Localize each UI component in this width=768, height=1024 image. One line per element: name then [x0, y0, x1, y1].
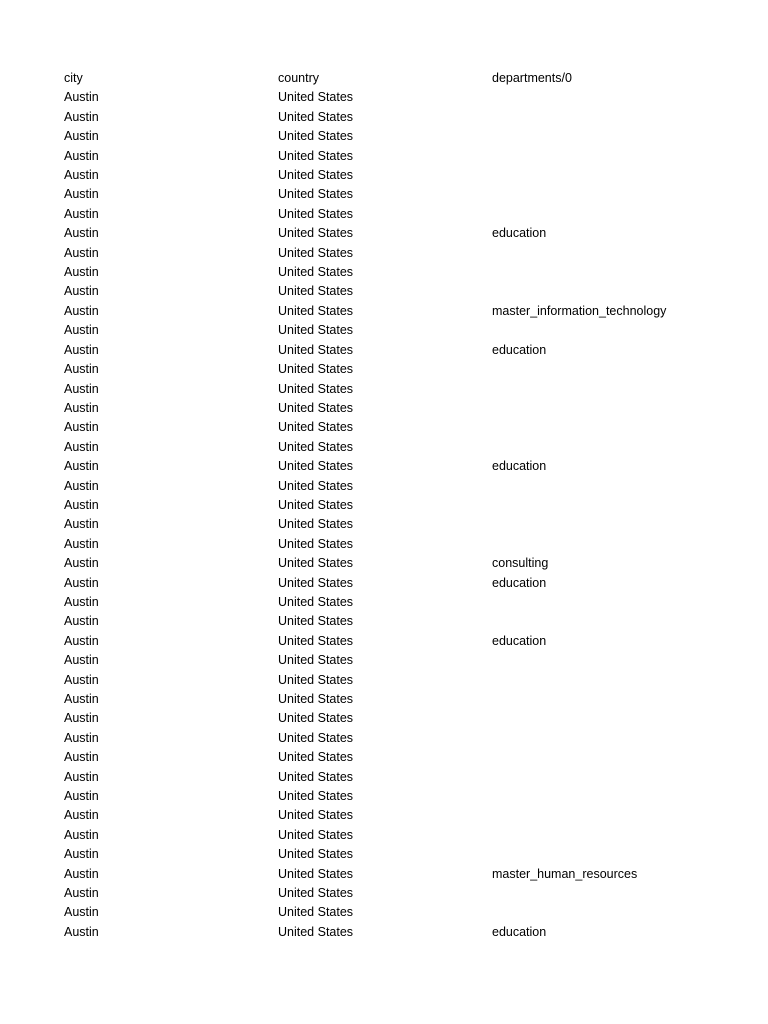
country-cell: United States [278, 847, 354, 862]
city-cell: Austin [64, 924, 99, 939]
country-cell: United States [278, 594, 354, 609]
city-cell: Austin [64, 303, 99, 318]
city-cell: Austin [64, 750, 99, 765]
city-cell: Austin [64, 459, 99, 474]
department-cell [492, 826, 744, 845]
table-body [64, 88, 744, 942]
country-cell: United States [278, 497, 354, 512]
country-cell: United States [278, 789, 354, 804]
city-cell: Austin [64, 866, 99, 881]
department-cell [492, 147, 744, 166]
department-cell [492, 515, 744, 534]
department-cell: education [492, 575, 547, 590]
table-row [64, 496, 744, 515]
table-row [64, 282, 744, 301]
city-cell: Austin [64, 362, 99, 377]
table-row [64, 593, 744, 612]
city-cell: Austin [64, 245, 99, 260]
table-row [64, 418, 744, 437]
table-row [64, 302, 744, 321]
table-row [64, 903, 744, 922]
department-cell [492, 748, 744, 767]
country-cell: United States [278, 556, 354, 571]
department-cell [492, 806, 744, 825]
country-cell: United States [278, 769, 354, 784]
country-cell: United States [278, 711, 354, 726]
table-row [64, 399, 744, 418]
country-cell: United States [278, 653, 354, 668]
table-row [64, 457, 744, 476]
table-row [64, 244, 744, 263]
table-row [64, 845, 744, 864]
department-cell [492, 845, 744, 864]
city-cell: Austin [64, 633, 99, 648]
table-row [64, 826, 744, 845]
country-cell: United States [278, 439, 354, 454]
department-cell [492, 399, 744, 418]
city-cell: Austin [64, 594, 99, 609]
department-cell: education [492, 342, 547, 357]
city-cell: Austin [64, 168, 99, 183]
table-row [64, 884, 744, 903]
country-cell: United States [278, 400, 354, 415]
country-cell: United States [278, 672, 354, 687]
department-cell [492, 651, 744, 670]
country-cell: United States [278, 633, 354, 648]
city-cell: Austin [64, 420, 99, 435]
city-cell: Austin [64, 109, 99, 124]
city-cell: Austin [64, 692, 99, 706]
city-cell: Austin [64, 769, 99, 784]
city-cell: Austin [64, 556, 99, 571]
table-row [64, 147, 744, 166]
table-row [64, 748, 744, 767]
country-cell: United States [278, 129, 354, 144]
department-cell: education [492, 459, 547, 474]
city-cell: Austin [64, 847, 99, 862]
department-cell: education [492, 226, 547, 241]
department-cell: master_human_resources [492, 866, 638, 881]
city-cell: Austin [64, 827, 99, 842]
country-cell: United States [278, 303, 354, 318]
city-cell: Austin [64, 284, 99, 299]
department-cell [492, 263, 744, 282]
table-row [64, 651, 744, 670]
country-cell: United States [278, 866, 354, 881]
table-row [64, 612, 744, 631]
city-cell: Austin [64, 265, 99, 280]
country-cell: United States [278, 109, 354, 124]
department-cell [492, 205, 744, 224]
country-cell: United States [278, 459, 354, 474]
table-row [64, 515, 744, 534]
city-cell: Austin [64, 439, 99, 454]
table-row [64, 671, 744, 690]
table-row [64, 263, 744, 282]
department-cell [492, 787, 744, 806]
city-cell: Austin [64, 400, 99, 415]
city-cell: Austin [64, 711, 99, 726]
department-cell [492, 282, 744, 301]
department-cell [492, 612, 744, 631]
country-cell: United States [278, 226, 354, 241]
city-cell: Austin [64, 148, 99, 163]
department-cell [492, 884, 744, 903]
department-cell [492, 671, 744, 690]
table-row [64, 380, 744, 399]
table-row [64, 768, 744, 787]
department-cell [492, 360, 744, 379]
country-cell: United States [278, 187, 354, 202]
table-row [64, 127, 744, 146]
country-cell: United States [278, 750, 354, 765]
department-cell [492, 127, 744, 146]
country-cell: United States [278, 148, 354, 163]
country-cell: United States [278, 575, 354, 590]
department-cell: consulting [492, 556, 549, 571]
table-row [64, 923, 744, 942]
city-cell: Austin [64, 497, 99, 512]
city-cell: Austin [64, 614, 99, 629]
table-row [64, 865, 744, 884]
table-row [64, 108, 744, 127]
city-cell: Austin [64, 226, 99, 241]
city-cell: Austin [64, 905, 99, 920]
table-row [64, 709, 744, 728]
city-cell: Austin [64, 575, 99, 590]
country-cell: United States [278, 827, 354, 842]
city-cell: Austin [64, 886, 99, 901]
department-cell: education [492, 633, 547, 648]
country-cell: United States [278, 614, 354, 629]
department-cell [492, 535, 744, 554]
city-cell: Austin [64, 653, 99, 668]
department-cell [492, 496, 744, 515]
department-cell [492, 438, 744, 457]
table-row [64, 535, 744, 554]
department-cell [492, 108, 744, 127]
table-row [64, 477, 744, 496]
country-cell: United States [278, 362, 354, 377]
column-header-departments: departments/0 [492, 71, 572, 85]
country-cell: United States [278, 168, 354, 183]
city-cell: Austin [64, 789, 99, 804]
city-cell: Austin [64, 517, 99, 532]
department-cell [492, 244, 744, 263]
country-cell: United States [278, 284, 354, 299]
table-row [64, 806, 744, 825]
department-cell: education [492, 924, 547, 939]
department-cell [492, 477, 744, 496]
country-cell: United States [278, 905, 354, 920]
department-cell [492, 418, 744, 437]
table-row [64, 574, 744, 593]
country-cell: United States [278, 730, 354, 745]
department-cell [492, 321, 744, 340]
table-row [64, 632, 744, 651]
table-row [64, 729, 744, 748]
table-row [64, 88, 744, 107]
department-cell: master_information_technology [492, 303, 667, 318]
table-row [64, 185, 744, 204]
table-row [64, 438, 744, 457]
department-cell [492, 690, 744, 709]
table-row [64, 787, 744, 806]
city-cell: Austin [64, 478, 99, 493]
column-header-city: city [64, 71, 83, 85]
department-cell [492, 185, 744, 204]
country-cell: United States [278, 536, 354, 551]
city-cell: Austin [64, 808, 99, 823]
country-cell: United States [278, 478, 354, 493]
department-cell [492, 709, 744, 728]
city-cell: Austin [64, 129, 99, 144]
country-cell: United States [278, 808, 354, 823]
country-cell: United States [278, 245, 354, 260]
country-cell: United States [278, 381, 354, 396]
department-cell [492, 88, 744, 107]
city-cell: Austin [64, 381, 99, 396]
department-cell [492, 768, 744, 787]
table-row [64, 205, 744, 224]
table-row [64, 224, 744, 243]
country-cell: United States [278, 692, 354, 706]
country-cell: United States [278, 265, 354, 280]
city-cell: Austin [64, 536, 99, 551]
city-cell: Austin [64, 206, 99, 221]
table-row [64, 690, 744, 709]
country-cell: United States [278, 886, 354, 901]
department-cell [492, 380, 744, 399]
spreadsheet-page [64, 69, 744, 942]
city-cell: Austin [64, 342, 99, 357]
city-cell: Austin [64, 730, 99, 745]
country-cell: United States [278, 342, 354, 357]
department-cell [492, 593, 744, 612]
country-cell: United States [278, 206, 354, 221]
table-row [64, 554, 744, 573]
department-cell [492, 903, 744, 922]
table-row [64, 166, 744, 185]
table-row [64, 341, 744, 360]
city-cell: Austin [64, 90, 99, 105]
country-cell: United States [278, 924, 354, 939]
country-cell: United States [278, 420, 354, 435]
department-cell [492, 729, 744, 748]
country-cell: United States [278, 90, 354, 105]
table-row [64, 321, 744, 340]
department-cell [492, 166, 744, 185]
header-row [64, 69, 744, 88]
country-cell: United States [278, 323, 354, 338]
column-header-country: country [278, 71, 319, 85]
table-row [64, 360, 744, 379]
city-cell: Austin [64, 672, 99, 687]
city-cell: Austin [64, 323, 99, 338]
city-cell: Austin [64, 187, 99, 202]
country-cell: United States [278, 517, 354, 532]
